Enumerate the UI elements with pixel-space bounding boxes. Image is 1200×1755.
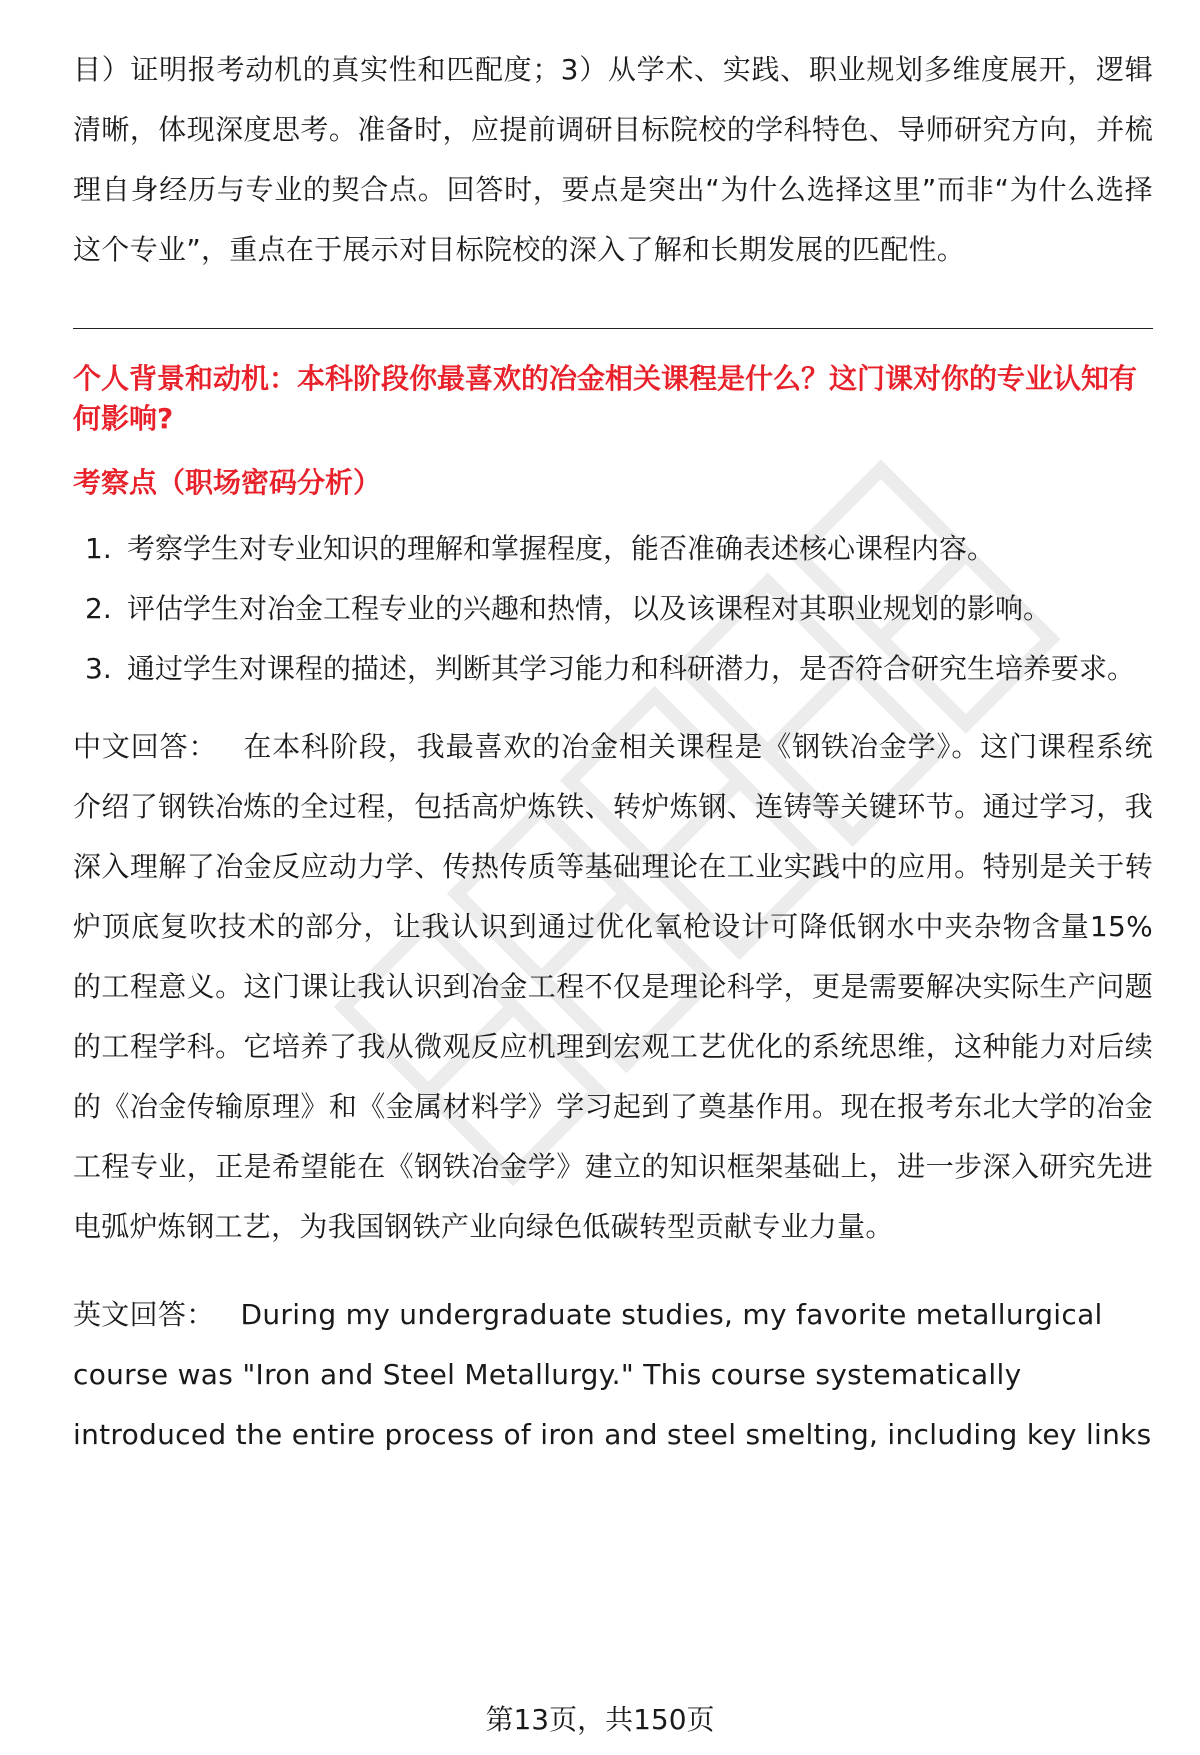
question-heading: 个人背景和动机：本科阶段你最喜欢的冶金相关课程是什么？这门课对你的专业认知有何影响? xyxy=(73,362,1138,435)
section-title: 考察点（职场密码分析） xyxy=(73,466,382,499)
evaluation-points-list xyxy=(73,519,1153,699)
list-item xyxy=(73,639,1153,699)
list-item xyxy=(73,579,1153,639)
list-item-number: 2. xyxy=(85,592,112,625)
list-item-number: 1. xyxy=(85,532,112,565)
english-answer xyxy=(73,1285,1153,1465)
list-item xyxy=(73,519,1153,579)
chinese-answer-text: 在本科阶段，我最喜欢的冶金相关课程是《钢铁冶金学》。这门课程系统介绍了钢铁冶炼的全过程，包括高炉炼铁、转炉炼钢、连铸等关键环节。通过学习，我深入理解了冶金反应动力学、传热传质等基础理论在工业实践中的应用。特别是关于转炉顶底复吹技术的部分，让我认识到通过优化氧枪设计可降低钢水中夹杂物含量15%的工程意义。这门课让我认识到冶金工程不仅是理论科学，更是需要解决实际生产问题的工程学科。它培养了我从微观反应机理到宏观工艺优化的系统思维，这种能力对后续的《冶金传输原理》和《金属材料学》学习起到了奠基作用。现在报考东北大学的冶金工程专业，正是希望能在《钢铁冶金学》建立的知识框架基础上，进一步深入研究先进电弧炉炼钢工艺，为我国钢铁产业向绿色低碳转型贡献专业力量。 xyxy=(73,730,1153,1243)
document-page xyxy=(73,40,1153,1493)
list-item-text: 考察学生对专业知识的理解和掌握程度，能否准确表述核心课程内容。 xyxy=(127,532,996,565)
section-divider xyxy=(73,328,1153,329)
page-number-footer: 第13页，共150页 xyxy=(485,1703,715,1736)
list-item-text: 通过学生对课程的描述，判断其学习能力和科研潜力，是否符合研究生培养要求。 xyxy=(127,652,1136,685)
intro-paragraph: 目）证明报考动机的真实性和匹配度；3）从学术、实践、职业规划多维度展开，逻辑清晰，体现深度思考。准备时，应提前调研目标院校的学科特色、导师研究方向，并梳理自身经历与专业的契合点。回答时，要点是突出“为什么选择这里”而非“为什么选择这个专业”，重点在于展示对目标院校的深入了解和长期发展的匹配性。 xyxy=(73,53,1153,266)
english-answer-text: During my undergraduate studies, my favorite metallurgical course was "Iron and Steel Metallurgy." This course systematically introduced the entire process of iron and steel smelting, including key links xyxy=(73,1298,1152,1451)
list-item-number: 3. xyxy=(85,652,112,685)
chinese-answer-label: 中文回答： xyxy=(73,730,218,763)
english-answer-label: 英文回答： xyxy=(73,1298,215,1331)
list-item-text: 评估学生对冶金工程专业的兴趣和热情，以及该课程对其职业规划的影响。 xyxy=(127,592,1052,625)
chinese-answer xyxy=(73,717,1153,1257)
